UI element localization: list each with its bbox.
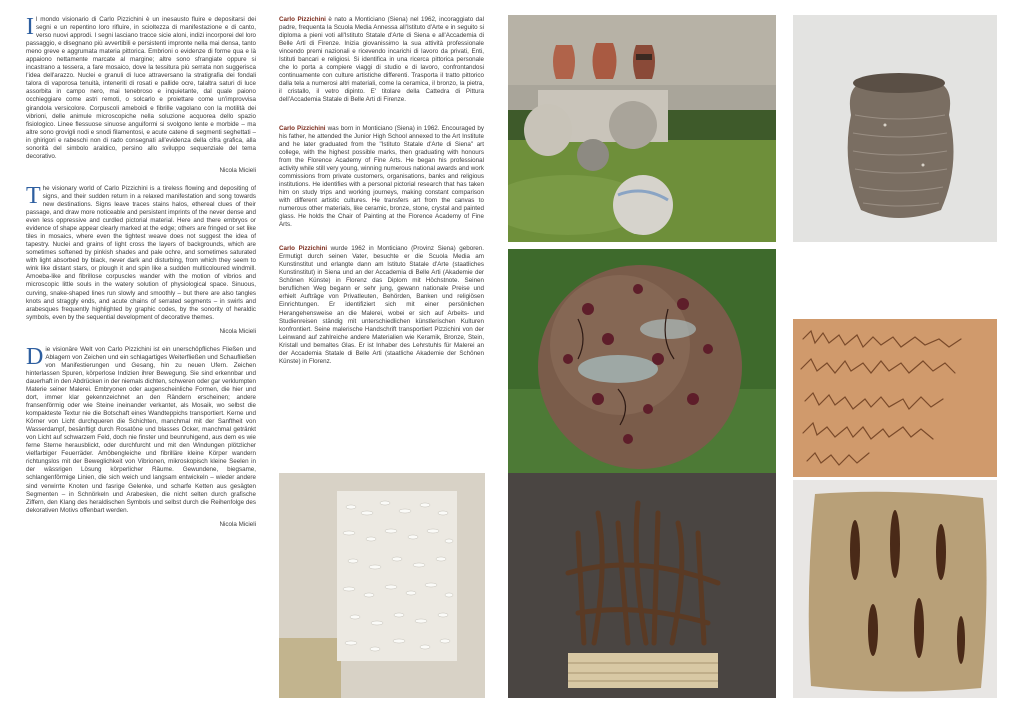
bio-column <box>279 16 484 366</box>
artist-name: Carlo Pizzichini <box>279 16 326 23</box>
dropcap-italian: I <box>26 14 34 40</box>
bio-german <box>279 245 484 366</box>
dropcap-german: D <box>26 343 44 370</box>
essay-english-text: he visionary world of Carlo Pizzichini is a tireless flowing and depositing of signs, and their sudden return in a relaxed manifestation and song towards new destinations. Signs leave traces stains halos, ethereal clues of their passage, and draw more noticeable and persistent imprints of the never dense and even less oppressive and curdled pictorial material. Here and there embryos or evidence of shape appear clearly marked at the edge; others are fringed or set like tiles in mosaics, where even the tightest weave does not suggest the idea of tapestry. Nuclei and grains of light cross the layers of backgrounds, which are sometimes softened by pinkish shades and pale ochre, and sometimes saturated with light absorbed by black, never dark and disturbing, from which they seem to wink like distant stars, or plough it and spin like a sudden multicoloured windmill. Amoeba-like and fibrillose corpuscles wander with the motion of vibrios and microscopic little souls in the watery solution of physiological space. Sinuous, curving, snake-shaped lines run slowly and smoothly – but there are also tangles knots and straggly ends, and acute chains of serrated segments – in swirls and arabesques frequently highlighted by graphic codes, by the sonority of heraldic symbols, even by the sequential development of decorative themes. <box>26 184 256 321</box>
bio-english-text: was born in Monticiano (Siena) in 1962. Encouraged by his father, he attended the Junior High School annexed to the Art Institute and he later graduated from the "Istituto Statale d'Arte di Siena" art college, with the highest possible marks, then graduating with honours from the Florence Academy of Fine Arts. He began his professional activity while still very young, winning numerous national awards and work commissions from private customers, organisations, banks and religious institutions. He identifies with a personal pictorial research that has taken him on study trips and working journeys, making constant comparison with different artistic cultures. He transfers art from the canvas to numerous other materials, like ceramic, bronze, stone, crystal and painted glass. He holds the Chair of Painting at the Florence Academy of Fine Arts. <box>279 124 484 229</box>
essay-english <box>26 182 256 336</box>
signature: Nicola Micieli <box>219 166 256 174</box>
white-painting-photo <box>279 473 485 698</box>
artist-name: Carlo Pizzichini <box>279 245 328 253</box>
essay-column <box>26 16 256 529</box>
essay-italian-text: l mondo visionario di Carlo Pizzichini è un inesausto fluire e depositarsi dei segni e un repentino loro rifluire, in scioltezza di manifestazione e di canto, verso nuovi approdi. I segni lasciano tracce sicie aloni, indizi incorporei del loro passaggio, e disegnano più avvertibili e persistenti impronte nella mai densa, tanto meno greve e aggrumata materia pittorica. Embrioni o evidenze di forme qua e là appaiono nettamente marcate al margine; altre sono sfrangiate oppure si incastrano a tessera, a fare mosaico, dove la tessitura più serrata non suggerisca l'idea dell'arazzo. Nuclei e granuli di luce attraversano la stratigrafia dei fondali talora di vaporosa tenuità, inteneriti di rosati e pallide ocre, talaltra saturi di luce assorbita in campo nero, mai tenebroso e inquietante, dal quale paiono occhieggiare come astri remoti, o solcarlo e proiettare come un'improvvisa girandola versicolore. Corpuscoli ameboidi e fibrille vagolano con la motilità dei vibrioni, delle animule microscopiche nella soluzione acquorea dello spazio fisiologico. Linee flessuose sinuose anguiformi si svolgono lente e morbide – ma altre sono grovigli nodi e snodi filamentosi, e acute catene di segmenti seghettati – in ghirigori e rabeschi non di rado consegnati all'evidenza della cifra grafica, alla sonorità del simbolo araldico, persino allo sviluppo sequenziale del tema decorativo. <box>26 16 256 160</box>
artist-name: Carlo Pizzichini <box>279 124 326 132</box>
signature: Nicola Micieli <box>219 327 256 335</box>
bio-german-text: wurde 1962 in Monticiano (Provinz Siena) geboren. Ermutigt durch seinen Vater, besuchte er die Scuola Media am Kunstinstitut und erlangte dann am Istituto Statale d'Arte (staatliches Kunstinstitut) in Siena und an der Accademia di Belle Arti (Akademie der Schönen Künste) in Florenz das Diplom mit Höchstnote. Seinen beruflichen Weg begann er sehr jung, gewann nationale Preise und erhielt Aufträge von Privatleuten, Behörden, Banken und religiösen Einrichtungen. Er identifiziert sich mit einer persönlichen Herangehensweise an die Malerei, wobei er sich auf Arbeits- und Studienreisen ständig mit unterschiedlichen künstlerischen Kulturen konfrontiert. Seine malerische Handschrift transportiert Pizzichini von der Leinwand auf zahlreiche andere Materialien wie Keramik, Bronze, Stein, Kristall und bemaltes Glas. Er ist Inhaber des Lehrstuhls für Malerei an der Accademia Statale di Belle Arti (staatliche Akademie der Schönen Künste) in Florenz. <box>279 245 484 365</box>
paper-marks-photo <box>793 480 997 698</box>
bronze-sculpture-photo <box>508 473 776 698</box>
essay-german-text: ie visionäre Welt von Carlo Pizzichini ist ein unerschöpfliches Fließen und Ablagern von Zeichen und ein schlagartiges Weiterfließen und Schaufließen von Manifestierungen und Gesang, hin zu neuen Ufern. Zeichen hinterlassen Spuren, körperlose Indizien ihrer Bewegung. Sie sind erkennbar und dauerhaft in den Abdrücken in der niemals dichten, schweren oder gar verklumpten Materie seiner Malerei. Embryonen oder augenscheinliche Formen, die hier und dort, immer klar gekennzeichnet an den Rändern erscheinen; andere fransenförmig oder wie Steine ineinander verkantet, als Mosaik, wo selbst die kompakteste Textur nie die Botschaft eines Wandteppichs transportiert. Kerne und Körner von Licht durchqueren die Schichten, manchmal mit der Sanftheit von Wasserdampf, besänftigt durch Rosatöne und blasses Ocker, manchmal getränkt von Licht auf schwarzem Feld, doch nie finster und beunruhigend, aus dem es wie ferne Sterne herausblickt, oder durchfurcht und mit den Windungen plötzlicher vielfarbiger Feuerräder. Amöbengleiche und fibrilläre kleine Körper wandern richtungslos mit der Beweglichkeit von Vibrionen, mikroskopisch kleine Seelen in der wässrigen Lösung körperlicher Räume. Gewundene, biegsame, schlangenförmige Linien, die sich weich und langsam entwickeln – wieder andere sind verwirrte Knoten und fasrige Gelenke, und scharfe Ketten aus gesägten Segmenten – in Schnörkeln und Arabesken, die nicht selten durch grafische Ziffern, den Klang des heraldischen Symbols und selbst durch die Reihenfolge des dekorativen Motivs offenbart werden. <box>26 345 256 514</box>
ceramic-vase-photo <box>793 15 997 242</box>
terracotta-script-photo <box>793 319 997 477</box>
bio-english <box>279 125 484 230</box>
essay-italian <box>26 16 256 175</box>
garden-sculptures-photo <box>508 15 776 242</box>
painted-sphere-photo <box>508 249 776 476</box>
dropcap-english: T <box>26 182 41 209</box>
bio-italian <box>279 16 484 105</box>
signature: Nicola Micieli <box>219 520 256 528</box>
essay-german <box>26 343 256 529</box>
bio-italian-text: è nato a Monticiano (Siena) nel 1962, incoraggiato dal padre, frequenta la Scuola Media Annessa all'Istituto d'Arte e in seguito si diploma a pieni voti all'Istituto Statale d'Arte di Siena e all'Accademia di Belle Arti di Firenze. Inizia giovanissimo la sua attività professionale vincendo premi nazionali e ricevendo incarichi di lavoro da privati, Enti, Istituti bancari e religiosi. Si identifica in una ricerca pittorica personale che lo porta a compiere viaggi di studio e di lavoro, confrontandosi continuamente con culture artistiche differenti. Trasporta il tratto pittorico dalla tela a numerosi altri materiali, come la ceramica, il bronzo, la pietra, il cristallo, il vetro dipinto. E' titolare della Cattedra di Pittura dell'Accademia Statale di Belle Arti di Firenze. <box>279 16 484 104</box>
